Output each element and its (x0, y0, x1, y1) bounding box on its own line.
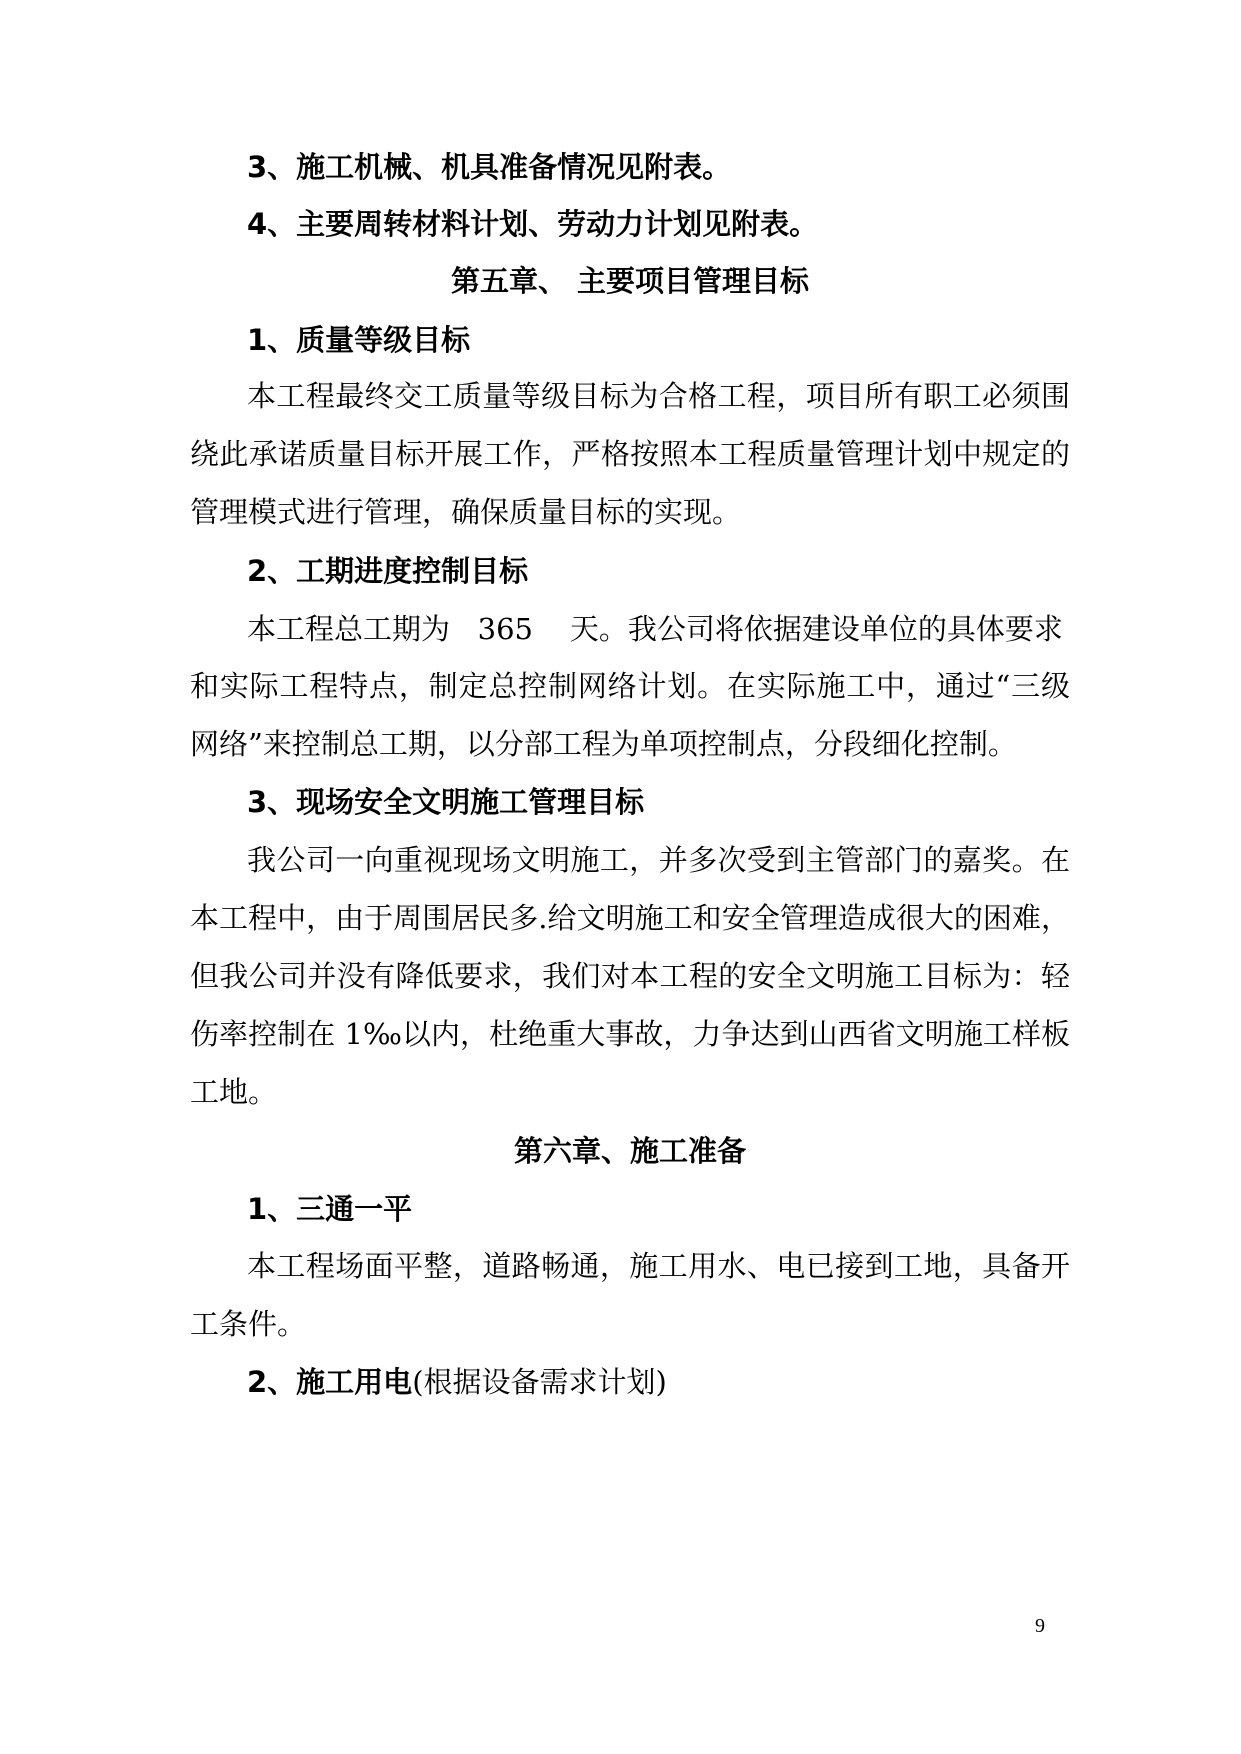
section-schedule-target: 2、工期进度控制目标 (247, 554, 529, 588)
paragraph-line: 网络”来控制总工期，以分部工程为单项控制点，分段细化控制。 (190, 727, 1017, 761)
paragraph-line: 本工程最终交工质量等级目标为合格工程，项目所有职工必须围 (247, 379, 1070, 413)
paragraph-line: 工条件。 (190, 1307, 307, 1341)
page-number: 9 (1035, 1615, 1045, 1637)
chapter-5-title: 第五章、 主要项目管理目标 (450, 264, 810, 298)
section-power-title: 2、施工用电 (247, 1365, 413, 1399)
section-power-note: (根据设备需求计划) (412, 1365, 667, 1399)
item-materials: 4、主要周转材料计划、劳动力计划见附表。 (247, 207, 819, 241)
section-safety-target: 3、现场安全文明施工管理目标 (247, 785, 645, 819)
paragraph-line: 但我公司并没有降低要求，我们对本工程的安全文明施工目标为：轻 (190, 959, 1070, 993)
paragraph-line: 工地。 (190, 1075, 278, 1109)
paragraph-line: 和实际工程特点，制定总控制网络计划。在实际施工中，通过“三级 (190, 669, 1070, 703)
item-machinery: 3、施工机械、机具准备情况见附表。 (247, 150, 732, 184)
paragraph-line: 我公司一向重视现场文明施工，并多次受到主管部门的嘉奖。在 (247, 843, 1070, 877)
paragraph-line: 绕此承诺质量目标开展工作，严格按照本工程质量管理计划中规定的 (190, 437, 1070, 471)
paragraph-line: 本工程中，由于周围居民多.给文明施工和安全管理造成很大的困难， (190, 901, 1070, 935)
paragraph-line: 本工程总工期为 365 天。我公司将依据建设单位的具体要求 (247, 612, 1063, 646)
paragraph-line: 管理模式进行管理，确保质量目标的实现。 (190, 495, 742, 529)
section-quality-target: 1、质量等级目标 (247, 323, 471, 357)
section-site-prep: 1、三通一平 (247, 1192, 413, 1226)
paragraph-line: 本工程场面平整，道路畅通，施工用水、电已接到工地，具备开 (247, 1249, 1070, 1283)
paragraph-line: 伤率控制在 1‰以内，杜绝重大事故，力争达到山西省文明施工样板 (190, 1017, 1070, 1051)
section-power-supply (247, 1362, 1127, 1402)
chapter-6-title: 第六章、施工准备 (513, 1134, 746, 1168)
